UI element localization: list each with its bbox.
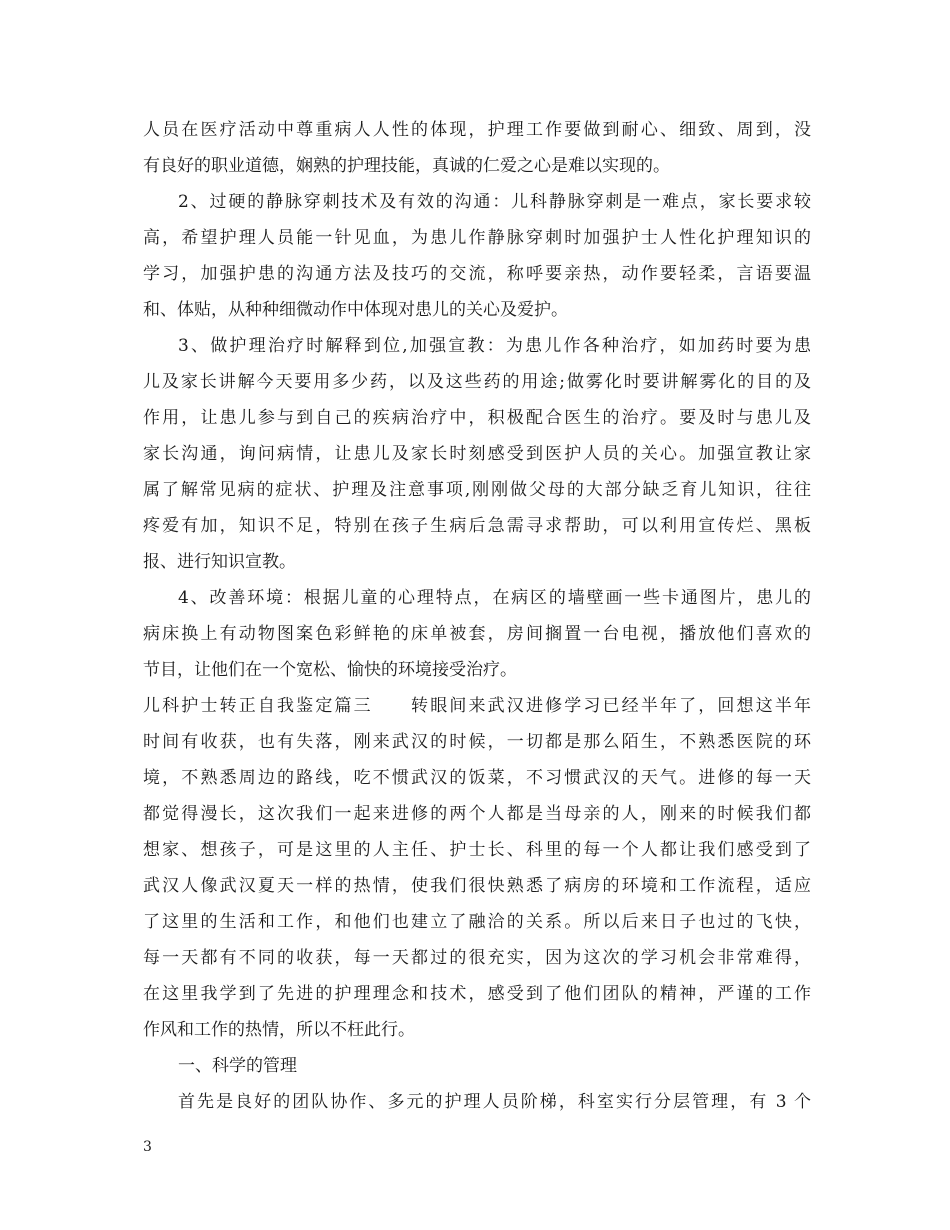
text-line: 作风和工作的热情，所以不枉此行。 — [143, 1020, 415, 1040]
text-line: 学习，加强护患的沟通方法及技巧的交流，称呼要亲热，动作要轻柔，言语要温 — [143, 264, 811, 284]
text-line: 武汉人像武汉夏天一样的热情，使我们很快熟悉了病房的环境和工作流程，适应 — [143, 876, 811, 896]
text-line: 节目，让他们在一个宽松、愉快的环境接受治疗。 — [143, 660, 517, 680]
text-line: 都觉得漫长，这次我们一起来进修的两个人都是当母亲的人，刚来的时候我们都 — [143, 804, 811, 824]
text-line: 疼爱有加，知识不足，特别在孩子生病后急需寻求帮助，可以利用宣传烂、黑板 — [143, 516, 811, 536]
text-line: 了这里的生活和工作，和他们也建立了融洽的关系。所以后来日子也过的飞快， — [143, 912, 811, 932]
text-line: 儿及家长讲解今天要用多少药，以及这些药的用途;做雾化时要讲解雾化的目的及 — [143, 372, 811, 392]
text-line: 和、体贴，从种种细微动作中体现对患儿的关心及爱护。 — [143, 300, 568, 320]
text-line: 每一天都有不同的收获，每一天都过的很充实，因为这次的学习机会非常难得， — [143, 948, 811, 968]
text-line: 2、过硬的静脉穿刺技术及有效的沟通：儿科静脉穿刺是一难点，家长要求较 — [178, 192, 811, 212]
text-line: 境，不熟悉周边的路线，吃不惯武汉的饭菜，不习惯武汉的天气。进修的每一天 — [143, 768, 811, 788]
text-line: 一、科学的管理 — [178, 1056, 297, 1076]
text-line: 4、改善环境：根据儿童的心理特点，在病区的墙壁画一些卡通图片，患儿的 — [178, 588, 811, 608]
text-line: 3、做护理治疗时解释到位,加强宣教：为患儿作各种治疗，如加药时要为患 — [178, 336, 811, 356]
text-line: 属了解常见病的症状、护理及注意事项,刚刚做父母的大部分缺乏育儿知识，往往 — [143, 480, 811, 500]
text-line: 报、进行知识宣教。 — [143, 552, 296, 572]
text-line: 在这里我学到了先进的护理理念和技术，感受到了他们团队的精神，严谨的工作 — [143, 984, 811, 1004]
text-line: 高，希望护理人员能一针见血，为患儿作静脉穿刺时加强护士人性化护理知识的 — [143, 228, 811, 248]
text-line: 人员在医疗活动中尊重病人人性的体现，护理工作要做到耐心、细致、周到，没 — [143, 120, 811, 140]
document-body — [143, 112, 811, 1120]
text-line: 病床换上有动物图案色彩鲜艳的床单被套，房间搁置一台电视，播放他们喜欢的 — [143, 624, 811, 644]
text-line: 首先是良好的团队协作、多元的护理人员阶梯，科室实行分层管理，有 3 个 — [178, 1092, 811, 1112]
text-line: 时间有收获，也有失落，刚来武汉的时候，一切都是那么陌生，不熟悉医院的环 — [143, 732, 811, 752]
text-line: 家长沟通，询问病情，让患儿及家长时刻感受到医护人员的关心。加强宣教让家 — [143, 444, 811, 464]
text-line: 有良好的职业道德，娴熟的护理技能，真诚的仁爱之心是难以实现的。 — [143, 156, 670, 176]
text-line: 儿科护士转正自我鉴定篇三 转眼间来武汉进修学习已经半年了，回想这半年 — [143, 696, 811, 716]
text-line: 作用，让患儿参与到自己的疾病治疗中，积极配合医生的治疗。要及时与患儿及 — [143, 408, 811, 428]
page-number: 3 — [143, 1139, 152, 1155]
text-line: 想家、想孩子，可是这里的人主任、护士长、科里的每一个人都让我们感受到了 — [143, 840, 811, 860]
